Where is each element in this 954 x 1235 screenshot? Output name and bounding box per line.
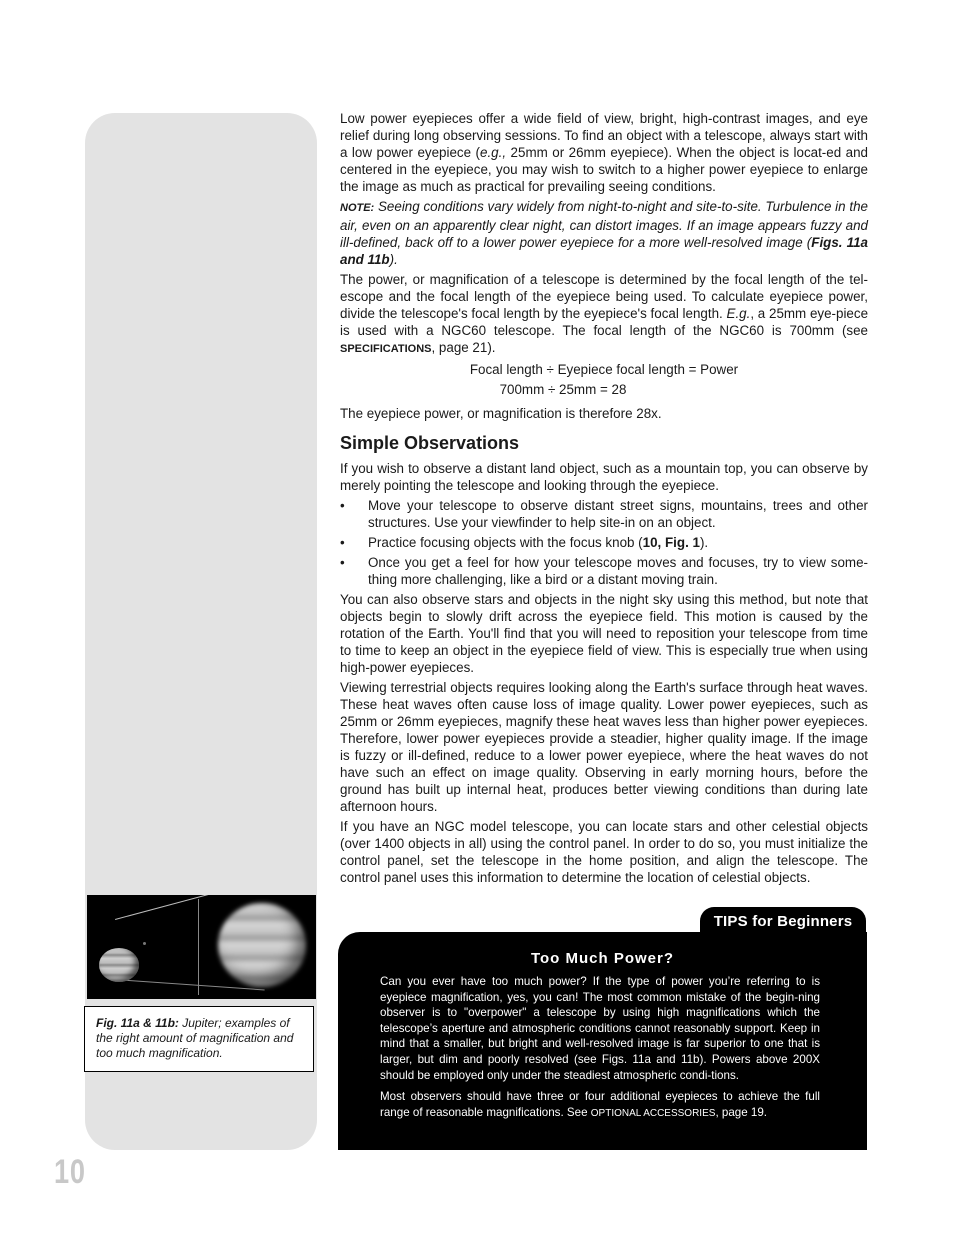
text: Practice focusing objects with the focus knob ( bbox=[368, 535, 643, 550]
paragraph: If you wish to observe a distant land object, such as a mountain top, you can observe by merely pointing the telescope and looking through the eyepiece. bbox=[340, 461, 868, 493]
text: Move your telescope to observe distant street signs, mountains, trees and other structures. Use your viewfinder to help site-in on an object. bbox=[368, 498, 868, 530]
section-heading: Simple Observations bbox=[340, 433, 520, 453]
page-number: 10 bbox=[54, 1153, 86, 1191]
paragraph: If you have an NGC model telescope, you can locate stars and other celestial objects (over 1400 objects in all) using the control panel. In order to do so, you must initialize the control panel, set the telescope in the home position, and align the telescope. The control panel uses this information to determine the location of celestial objects. bbox=[340, 819, 868, 885]
bullet-icon: • bbox=[340, 555, 345, 570]
caption-label: Fig. 11a & 11b: bbox=[96, 1016, 179, 1030]
text: E.g. bbox=[726, 306, 751, 321]
tips-body bbox=[380, 974, 820, 1127]
tips-tab: TIPS for Beginners bbox=[700, 907, 866, 937]
bullet-icon: • bbox=[340, 498, 345, 513]
figure-reference: Figs. 11a and 11b bbox=[340, 235, 868, 267]
text: e.g., bbox=[480, 145, 507, 160]
main-text-column bbox=[340, 110, 868, 889]
note-paragraph bbox=[340, 198, 868, 268]
text: , page 19. bbox=[715, 1105, 768, 1119]
paragraph bbox=[340, 271, 868, 358]
caption-text: Jupiter; examples of the right amount of magnification and too much magnification. bbox=[96, 1016, 294, 1060]
jupiter-small-image bbox=[99, 948, 139, 982]
bullet-icon: • bbox=[340, 535, 345, 550]
text: Most observers should have three or four additional eyepieces to achieve the full range of reasonable magnifications. See bbox=[380, 1090, 820, 1119]
paragraph: Viewing terrestrial objects requires looking along the Earth's surface through heat waves. These heat waves often cause loss of image quality. Lower power eyepieces, such as 25mm or 26mm eyepieces, magnify these heat waves less than higher power eyepieces. Therefore, lower power eyepieces provide a steadier, higher quality image. If the image is fuzzy or ill-defined, reduce to a lower power eyepiece, where the heat waves do not have such an effect on image quality. Observing in early morning hours, before the ground has built up internal heat, produces better viewing conditions than during late afternoon hours. bbox=[340, 680, 868, 814]
list-item bbox=[340, 554, 868, 588]
text: The power, or magnification of a telescope is determined by the focal length of the tel-escope and the focal length of the eyepiece being used. To calculate eyepiece power, divide the telescope's focal length by the eyepiece's focal length. bbox=[340, 272, 868, 321]
formula-line: 700mm ÷ 25mm = 28 bbox=[499, 382, 627, 397]
note-label: NOTE: bbox=[340, 202, 375, 214]
figure-reference: 10, Fig. 1 bbox=[642, 535, 700, 550]
list-item bbox=[340, 497, 868, 531]
section-reference: OPTIONAL ACCESSORIES bbox=[590, 1107, 716, 1119]
formula-line: Focal length ÷ Eyepiece focal length = Power bbox=[469, 362, 739, 377]
text: ). bbox=[389, 252, 398, 267]
text: ). bbox=[699, 535, 709, 550]
jupiter-moon bbox=[143, 942, 146, 945]
tips-title: Too Much Power? bbox=[530, 950, 675, 967]
figure-caption bbox=[84, 1006, 314, 1072]
tips-paragraph: Can you ever have too much power? If the type of power you’re referring to is eyepiece magnification, yes, you can! The most common mistake of the begin-ning observer is to "overpower" a telescope by using high magnifications which the telescope’s aperture and atmospheric conditions cannot reasonably support. Keep in mind that a smaller, but bright and well-resolved image is far superior to one that is larger, but dim and poorly resolved (see Figs. 11a and 11b). Powers above 200X should be employed only under the steadiest atmospheric condi-tions. bbox=[380, 975, 820, 1082]
paragraph: You can also observe stars and objects in the night sky using this method, but note that objects begin to slowly drift across the eyepiece field. This motion is caused by the rotation of the Earth. You'll find that you will need to reposition your telescope from time to time to keep an object in the eyepiece field of view. This is especially true when using high-power eyepieces. bbox=[340, 592, 868, 675]
section-reference: SPECIFICATIONS bbox=[340, 343, 432, 355]
tips-box bbox=[338, 932, 867, 1150]
tips-paragraph bbox=[380, 1089, 820, 1121]
jupiter-figure-image bbox=[87, 895, 316, 999]
list-item bbox=[340, 534, 868, 551]
text: , a 25mm eye-piece is used with a NGC60 telescope. The focal length of the NGC60 is 700mm (see bbox=[340, 306, 869, 338]
paragraph bbox=[340, 110, 868, 195]
text: , page 21). bbox=[431, 340, 496, 355]
text: Low power eyepieces offer a wide field of view, bright, high-contrast images, and eye relief during long observing sessions. To find an object with a telescope, always start with a low power eyepiece ( bbox=[340, 111, 868, 160]
paragraph: The eyepiece power, or magnification is therefore 28x. bbox=[340, 406, 662, 421]
text: 25mm or 26mm eyepiece). When the object is locat-ed and centered in the eyepiece, you may wish to switch to a higher power eyepiece to enlarge the image as much as practical for prevailing seeing conditions. bbox=[340, 145, 868, 194]
figure-divider bbox=[198, 899, 199, 995]
text: Once you get a feel for how your telescope moves and focuses, try to view some-thing more challenging, like a bird or a distant moving train. bbox=[368, 555, 868, 587]
text: Seeing conditions vary widely from night-to-night and site-to-site. Turbulence in the air, even on an apparently clear night, can distort images. If an image appears fuzzy and ill-defined, back off to a lower power eyepiece for a more well-resolved image ( bbox=[340, 199, 868, 250]
jupiter-large-image bbox=[218, 903, 306, 987]
bullet-list bbox=[340, 497, 868, 588]
